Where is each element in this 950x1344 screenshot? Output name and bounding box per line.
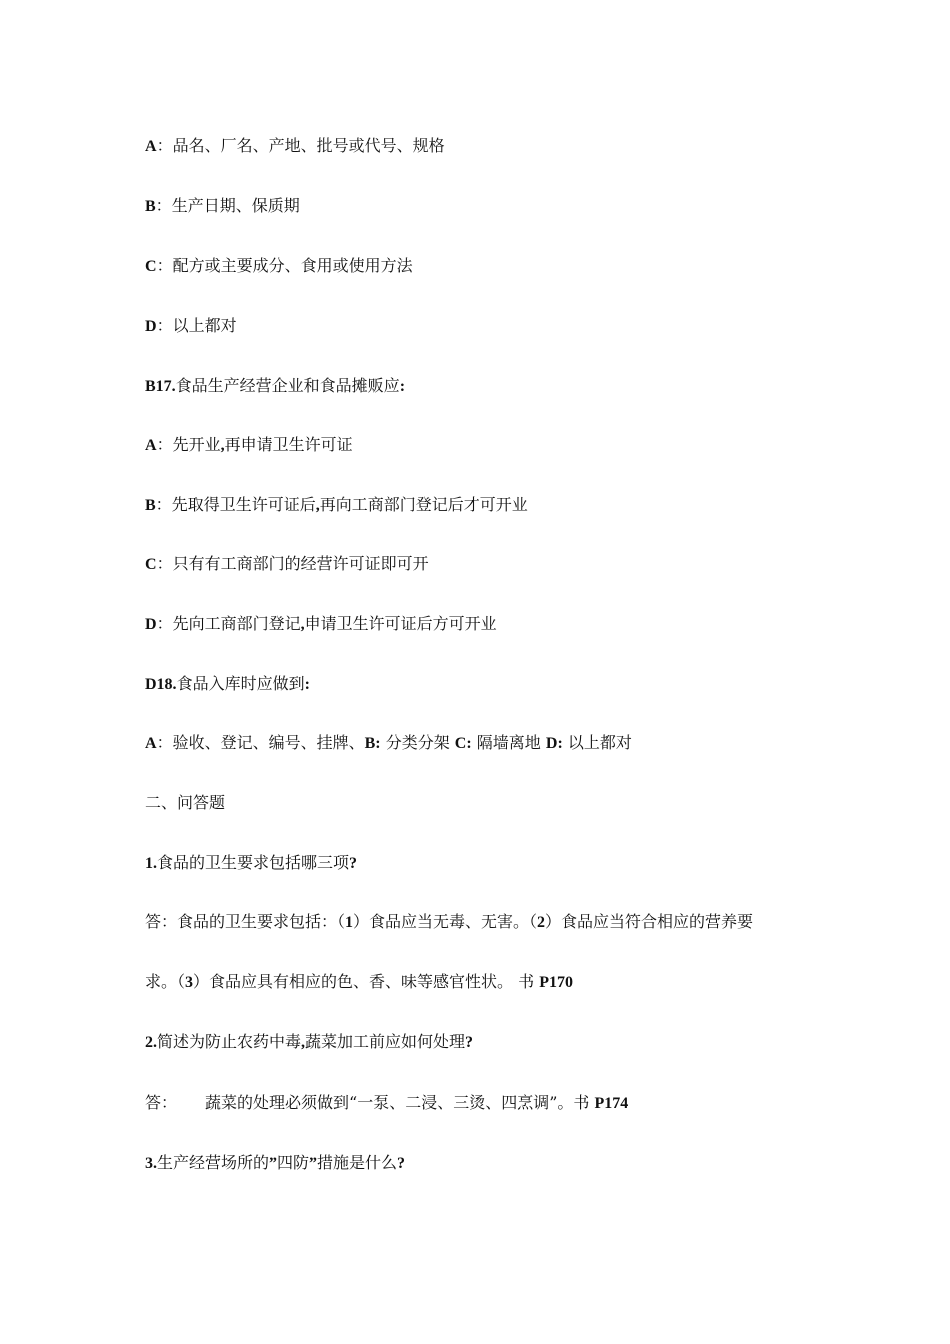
q16-option-d <box>145 316 237 337</box>
answer-text: ）食品应当无毒、无害。（ <box>353 912 538 931</box>
answer-number: 1 <box>345 914 354 931</box>
option-sep: ： <box>155 196 172 215</box>
answer-number: 2 <box>537 914 546 931</box>
q17-option-b <box>145 495 528 516</box>
qa2-question <box>145 1032 473 1053</box>
option-text: 先取得卫生许可证后 <box>171 495 316 514</box>
option-sep: ： <box>156 733 173 752</box>
answer-number: 3 <box>185 974 194 991</box>
question-text: 蔬菜加工前应如何处理 <box>305 1032 466 1051</box>
question-colon: : <box>304 676 310 693</box>
option-text: 品名、厂名、产地、批号或代号、规格 <box>172 136 445 155</box>
question-number: 1. <box>145 855 157 872</box>
option-sep: ： <box>156 614 173 633</box>
question-text: 四防 <box>277 1153 310 1172</box>
option-text: 再向工商部门登记后才可开业 <box>319 495 528 514</box>
page-reference: P170 <box>539 974 573 991</box>
question-text: 生产经营场所的 <box>157 1153 270 1172</box>
qa2-answer <box>145 1093 628 1114</box>
option-sep: ： <box>156 316 173 335</box>
option-comma: , <box>220 437 225 454</box>
option-key: B: <box>364 735 381 752</box>
option-text: 分类分架 <box>385 733 450 752</box>
option-text: 申请卫生许可证后方可开业 <box>304 614 497 633</box>
question-comma: , <box>301 1034 306 1051</box>
option-key: A <box>145 735 157 752</box>
option-text: 再申请卫生许可证 <box>224 435 353 454</box>
question-mark: ? <box>465 1034 474 1051</box>
section-heading <box>145 793 225 813</box>
answer-text: ）食品应具有相应的色、香、味等感官性状。 书 <box>193 972 535 991</box>
option-sep: ： <box>156 554 173 573</box>
question-number: 2. <box>145 1034 157 1051</box>
option-key: A <box>145 437 157 454</box>
q16-option-c <box>145 256 413 277</box>
section-title: 二、问答题 <box>145 793 226 812</box>
qa1-question <box>145 853 357 874</box>
question-number: D18. <box>145 676 177 693</box>
option-text: 隔墙离地 <box>476 733 541 752</box>
answer-text: 求。（ <box>145 972 186 991</box>
page-reference: P174 <box>594 1095 629 1112</box>
option-key: D <box>145 318 157 335</box>
option-text: 以上都对 <box>172 316 237 335</box>
answer-label: 答： <box>145 1093 178 1112</box>
option-text: 先向工商部门登记 <box>172 614 301 633</box>
option-text: 验收、登记、编号、挂牌、 <box>172 733 365 752</box>
option-comma: , <box>315 497 320 514</box>
answer-text: 蔬菜的处理必须做到“一泵、二浸、三烫、四烹调”。书 <box>205 1093 590 1112</box>
qa1-answer-line-1 <box>145 912 753 933</box>
q17-option-d <box>145 614 497 635</box>
question-number: B17. <box>145 378 176 395</box>
question-text: 简述为防止农药中毒 <box>157 1032 302 1051</box>
option-sep: ： <box>156 256 173 275</box>
question-number: 3. <box>145 1155 157 1172</box>
q17-question <box>145 376 405 397</box>
question-mark: ? <box>397 1155 406 1172</box>
q17-option-c <box>145 554 429 575</box>
option-key: A <box>145 138 157 155</box>
option-text: 以上都对 <box>567 733 632 752</box>
q18-question <box>145 674 310 695</box>
option-key: B <box>145 497 156 514</box>
question-colon: : <box>399 378 406 395</box>
option-sep: ： <box>155 495 172 514</box>
q17-option-a <box>145 435 353 456</box>
quote-mark: ” <box>269 1155 278 1172</box>
qa1-answer-line-2 <box>145 972 573 993</box>
question-text: 食品生产经营企业和食品摊贩应 <box>175 376 400 395</box>
option-text: 只有有工商部门的经营许可证即可开 <box>172 554 429 573</box>
option-sep: ： <box>156 435 173 454</box>
option-text: 先开业 <box>172 435 221 454</box>
quote-mark: ” <box>309 1155 318 1172</box>
answer-text: ）食品应当符合相应的营养要 <box>545 912 754 931</box>
option-key: C <box>145 258 157 275</box>
q18-options <box>145 733 632 754</box>
q16-option-b <box>145 196 300 217</box>
option-sep: ： <box>156 136 173 155</box>
answer-text: 答：食品的卫生要求包括：（ <box>145 912 346 931</box>
option-key: C <box>145 556 157 573</box>
question-text: 食品入库时应做到 <box>176 674 305 693</box>
qa3-question <box>145 1153 405 1174</box>
option-key: D: <box>545 735 563 752</box>
question-text: 食品的卫生要求包括哪三项 <box>157 853 350 872</box>
q16-option-a <box>145 136 445 157</box>
option-key: D <box>145 616 157 633</box>
option-text: 生产日期、保质期 <box>171 196 300 215</box>
option-comma: , <box>300 616 305 633</box>
option-text: 配方或主要成分、食用或使用方法 <box>172 256 413 275</box>
question-text: 措施是什么 <box>317 1153 398 1172</box>
question-mark: ? <box>349 855 358 872</box>
option-key: B <box>145 198 156 215</box>
option-key: C: <box>454 735 472 752</box>
